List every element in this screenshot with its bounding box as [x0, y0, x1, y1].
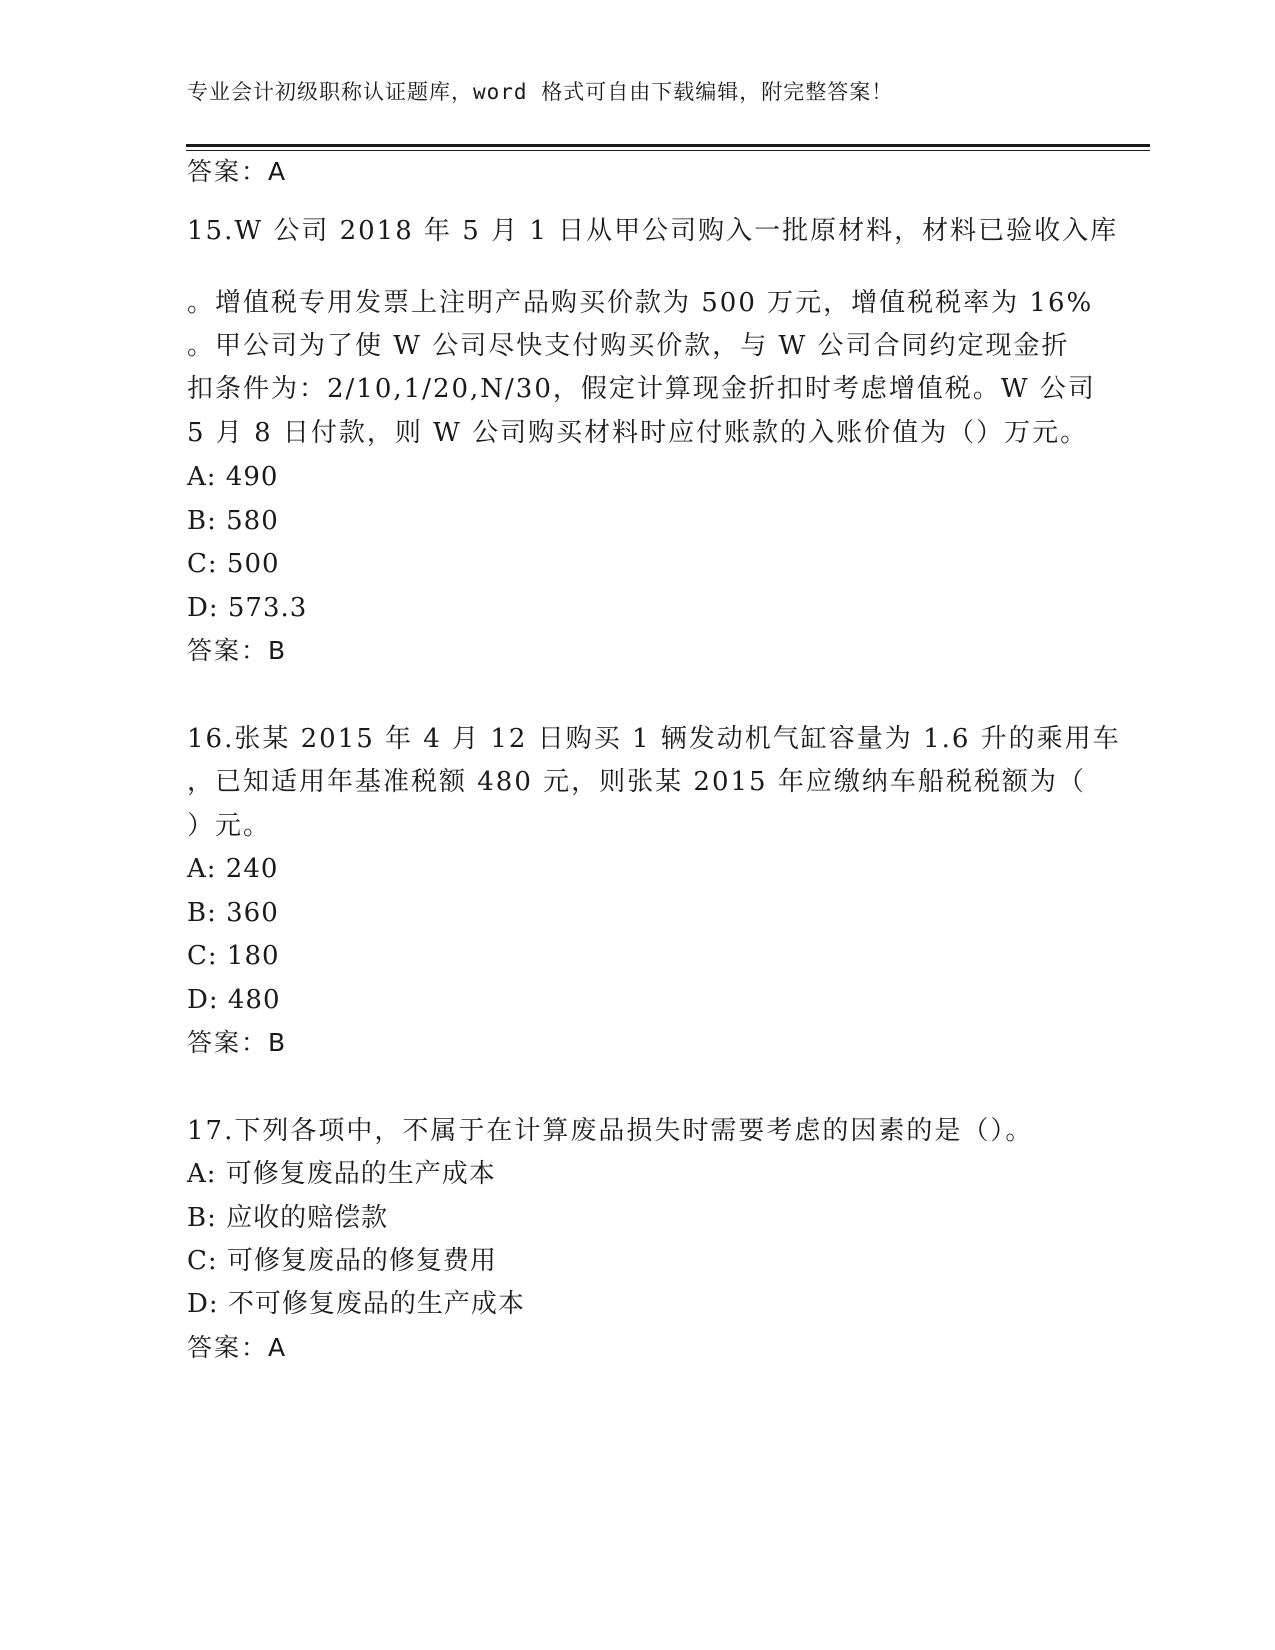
option-d: D: 不可修复废品的生产成本 [187, 1289, 525, 1319]
option-a: A: 可修复废品的生产成本 [187, 1159, 496, 1189]
option-c: C: 500 [187, 549, 280, 579]
question-text-line: 5 月 8 日付款，则 W 公司购买材料时应付账款的入账价值为（）万元。 [187, 418, 1089, 448]
answer-prev: 答案：A [187, 157, 288, 186]
question-text-line: 。甲公司为了使 W 公司尽快支付购买价款，与 W 公司合同约定现金折 [187, 331, 1070, 361]
option-d: D: 480 [187, 985, 281, 1015]
question-text-line: ，已知适用年基准税额 480 元，则张某 2015 年应缴纳车船税税额为（ [187, 767, 1086, 797]
question-text-line: 。增值税专用发票上注明产品购买价款为 500 万元，增值税税率为 16% [187, 288, 1094, 318]
option-a: A: 240 [187, 854, 279, 884]
option-d: D: 573.3 [187, 593, 308, 623]
header-rule [186, 144, 1150, 147]
page-header: 专业会计初级职称认证题库，word 格式可自由下载编辑，附完整答案！ [187, 80, 894, 104]
question-text-line: 15.W 公司 2018 年 5 月 1 日从甲公司购入一批原材料，材料已验收入库 [187, 216, 1119, 246]
question-text-line: 16.张某 2015 年 4 月 12 日购买 1 辆发动机气缸容量为 1.6 升的乘用车 [187, 724, 1121, 754]
answer: 答案：B [187, 1028, 288, 1057]
question-text-line: ）元。 [187, 811, 272, 841]
option-c: C: 180 [187, 941, 280, 971]
answer: 答案：B [187, 636, 288, 665]
option-b: B: 应收的赔偿款 [187, 1203, 389, 1233]
option-c: C: 可修复废品的修复费用 [187, 1246, 497, 1276]
question-text-line: 扣条件为：2/10,1/20,N/30，假定计算现金折扣时考虑增值税。W 公司 [187, 374, 1096, 404]
question-text-line: 17.下列各项中，不属于在计算废品损失时需要考虑的因素的是（）。 [187, 1116, 1034, 1146]
option-a: A: 490 [187, 462, 279, 492]
answer: 答案：A [187, 1333, 288, 1362]
header-rule-thin [186, 150, 1150, 151]
option-b: B: 360 [187, 898, 279, 928]
option-b: B: 580 [187, 506, 279, 536]
